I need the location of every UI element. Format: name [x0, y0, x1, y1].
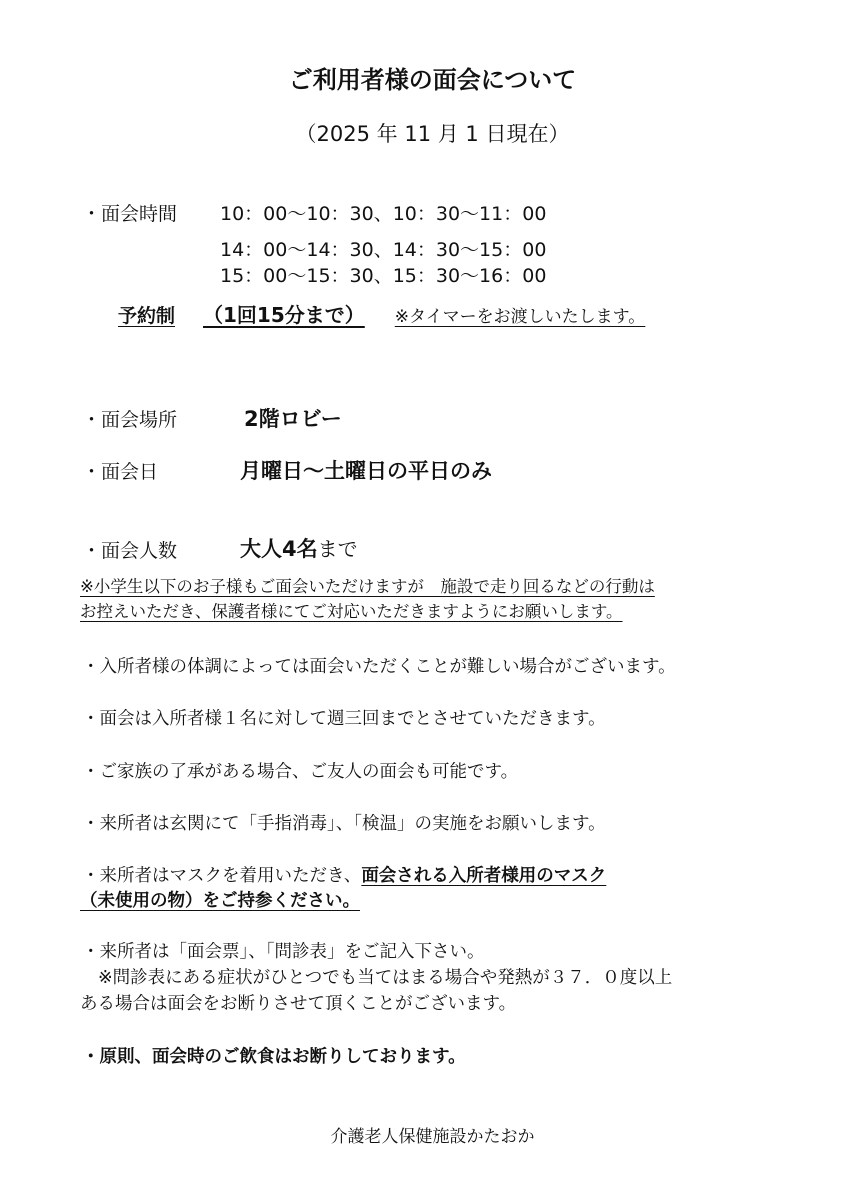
visiting-slot-2: 14：00～14：30、14：30～15：00 [220, 239, 547, 261]
as-of-date: （2025 年 11 月 1 日現在） [295, 122, 570, 146]
facility-name: 介護老人保健施設かたおか [330, 1127, 535, 1147]
rule-disinfection: ・来所者は玄関にて「手指消毒」、「検温」の実施をお願いします。 [82, 814, 606, 834]
persons-count: 大人4名 [240, 537, 318, 561]
place-value: 2階ロビー [244, 407, 342, 431]
children-note-line-1: ※小学生以下のお子様もご面会いただけますが 施設で走り回るなどの行動は [80, 577, 655, 596]
place-label: ・面会場所 [82, 409, 178, 431]
reservation-label: 予約制 [118, 305, 176, 327]
visit-duration-limit: （1回15分まで） [203, 303, 365, 327]
rule-condition: ・入所者様の体調によっては面会いただくことが難しい場合がございます。 [82, 657, 676, 677]
forms-rule-line-3: ある場合は面会をお断りさせて頂くことがございます。 [80, 994, 517, 1014]
forms-rule-line-1: ・来所者は「面会票」、「問診表」をご記入下さい。 [82, 942, 485, 962]
mask-rule-emphasis-1: 面会される入所者様用のマスク [361, 866, 607, 886]
children-note-line-2: お控えいただき、保護者様にてご対応いただきますようにお願いします。 [80, 602, 623, 621]
mask-rule-emphasis-2: （未使用の物）をご持参ください。 [80, 891, 360, 911]
mask-rule-prefix: ・来所者はマスクを着用いただき、 [82, 866, 362, 886]
forms-rule-line-2: ※問診表にある症状がひとつでも当てはまる場合や発熱が３７．０度以上 [98, 968, 673, 988]
visiting-hours-label: ・面会時間 [82, 203, 178, 225]
page-title: ご利用者様の面会について [288, 66, 577, 94]
reservation-line [118, 299, 645, 328]
persons-value [240, 533, 358, 563]
days-value: 月曜日～土曜日の平日のみ [240, 459, 492, 483]
mask-rule-line-1 [82, 862, 606, 887]
rule-friends: ・ご家族の了承がある場合、ご友人の面会も可能です。 [82, 762, 519, 782]
persons-suffix: まで [317, 537, 358, 561]
visiting-slot-3: 15：00～15：30、15：30～16：00 [220, 265, 547, 287]
timer-note: ※タイマーをお渡しいたします。 [394, 307, 646, 327]
persons-label: ・面会人数 [82, 540, 178, 562]
food-rule: ・原則、面会時のご飲食はお断りしております。 [82, 1047, 466, 1067]
days-label: ・面会日 [82, 461, 159, 483]
rule-frequency: ・面会は入所者様１名に対して週三回までとさせていただきます。 [82, 709, 606, 729]
visiting-slot-1: 10：00～10：30、10：30～11：00 [220, 203, 547, 225]
